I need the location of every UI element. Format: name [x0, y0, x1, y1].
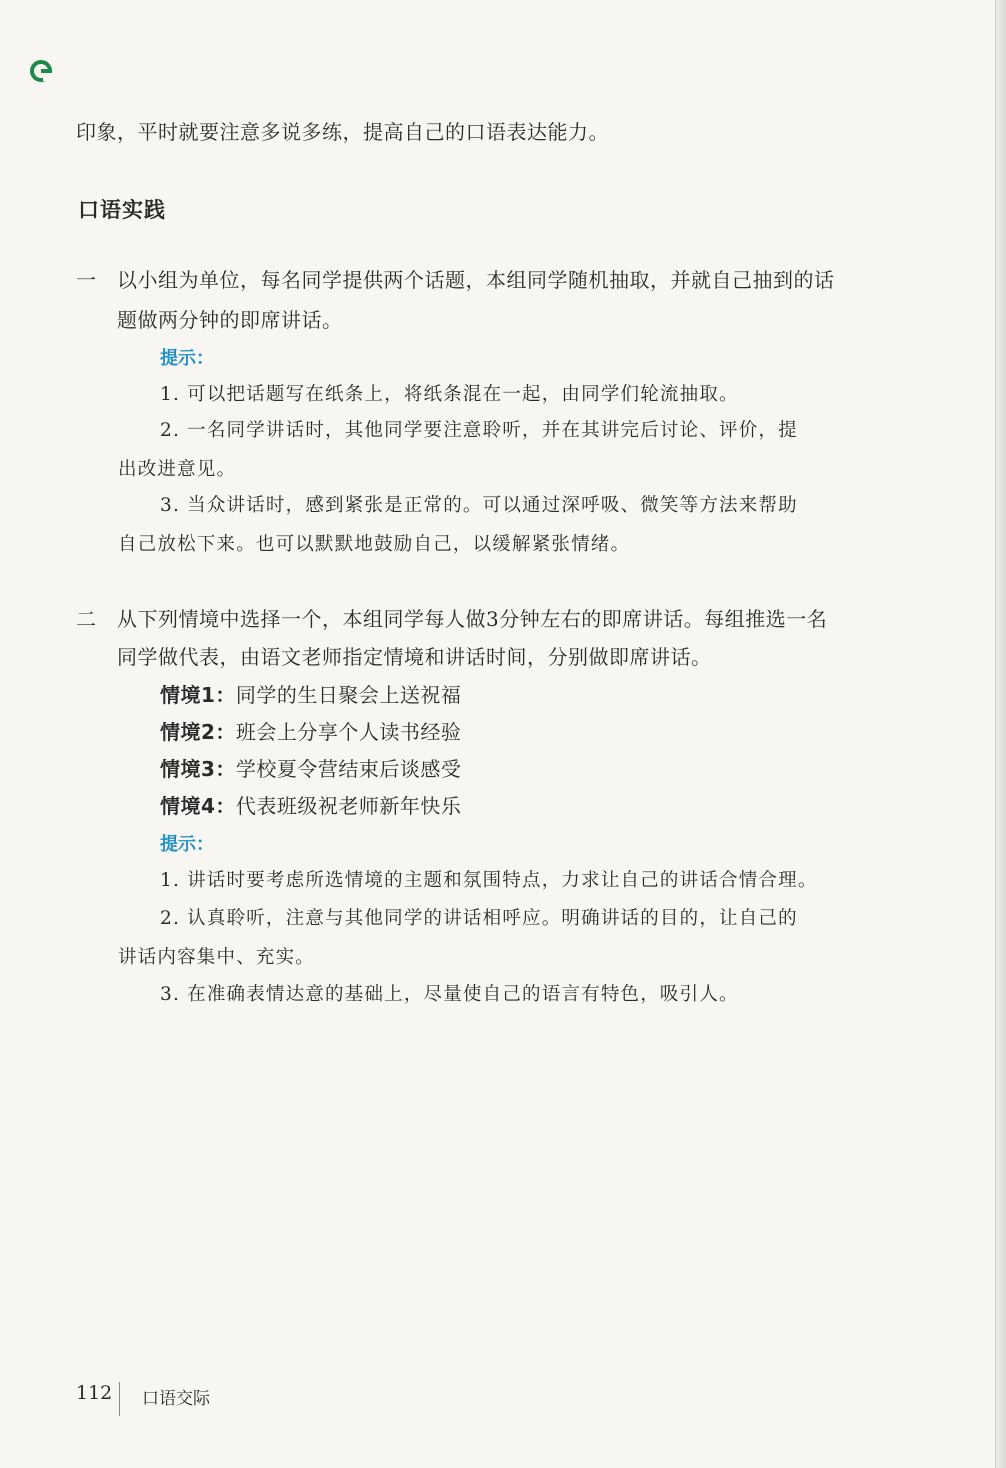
scene-3-label: 情境3： — [160, 757, 236, 781]
task1-tip3-line2: 自己放松下来。也可以默默地鼓励自己，以缓解紧张情绪。 — [118, 534, 631, 555]
scene-2-label: 情境2： — [160, 720, 236, 744]
footer-divider — [119, 1382, 120, 1416]
task1-tip-label: 提示： — [160, 348, 214, 369]
task2-line1: 从下列情境中选择一个，本组同学每人做3分钟左右的即席讲话。每组推选一名 — [117, 607, 828, 631]
scene-3-text: 学校夏令营结束后谈感受 — [235, 757, 462, 781]
scene-1 — [160, 679, 461, 708]
task1-tip3-line1: 3. 当众讲话时，感到紧张是正常的。可以通过深呼吸、微笑等方法来帮助 — [160, 495, 798, 516]
scene-3 — [160, 753, 461, 782]
page-edge — [995, 0, 1006, 1468]
page-number: 112 — [76, 1382, 113, 1404]
task2-tip-label: 提示： — [160, 834, 214, 855]
scene-2-text: 班会上分享个人读书经验 — [235, 720, 462, 744]
scene-1-label: 情境1： — [160, 683, 236, 707]
scene-4-text: 代表班级祝老师新年快乐 — [235, 794, 462, 818]
leaf-logo-icon — [28, 58, 54, 84]
task2-tip1: 1. 讲话时要考虑所选情境的主题和氛围特点，力求让自己的讲话合情合理。 — [160, 870, 818, 891]
task1-marker: 一 — [76, 268, 96, 292]
scene-4-label: 情境4： — [160, 794, 236, 818]
task2-line2: 同学做代表，由语文老师指定情境和讲话时间，分别做即席讲话。 — [117, 645, 712, 669]
section-title: 口语实践 — [78, 198, 166, 222]
task2-marker: 二 — [76, 607, 96, 631]
task2-tip2-line2: 讲话内容集中、充实。 — [118, 947, 316, 968]
task2-tip3: 3. 在准确表情达意的基础上，尽量使自己的语言有特色，吸引人。 — [160, 984, 739, 1005]
task1-tip2-line2: 出改进意见。 — [118, 459, 237, 480]
task1-tip1: 1. 可以把话题写在纸条上，将纸条混在一起，由同学们轮流抽取。 — [160, 384, 739, 405]
task1-line2: 题做两分钟的即席讲话。 — [117, 308, 343, 332]
scene-1-text: 同学的生日聚会上送祝福 — [235, 683, 462, 707]
intro-text: 印象，平时就要注意多说多练，提高自己的口语表达能力。 — [76, 120, 609, 144]
task1-line1: 以小组为单位，每名同学提供两个话题，本组同学随机抽取，并就自己抽到的话 — [117, 268, 835, 292]
scene-2 — [160, 716, 461, 745]
footer-section-title: 口语交际 — [142, 1389, 210, 1409]
scene-4 — [160, 790, 461, 819]
task1-tip2-line1: 2. 一名同学讲话时，其他同学要注意聆听，并在其讲完后讨论、评价，提 — [160, 420, 798, 441]
task2-tip2-line1: 2. 认真聆听，注意与其他同学的讲话相呼应。明确讲话的目的，让自己的 — [160, 908, 798, 929]
